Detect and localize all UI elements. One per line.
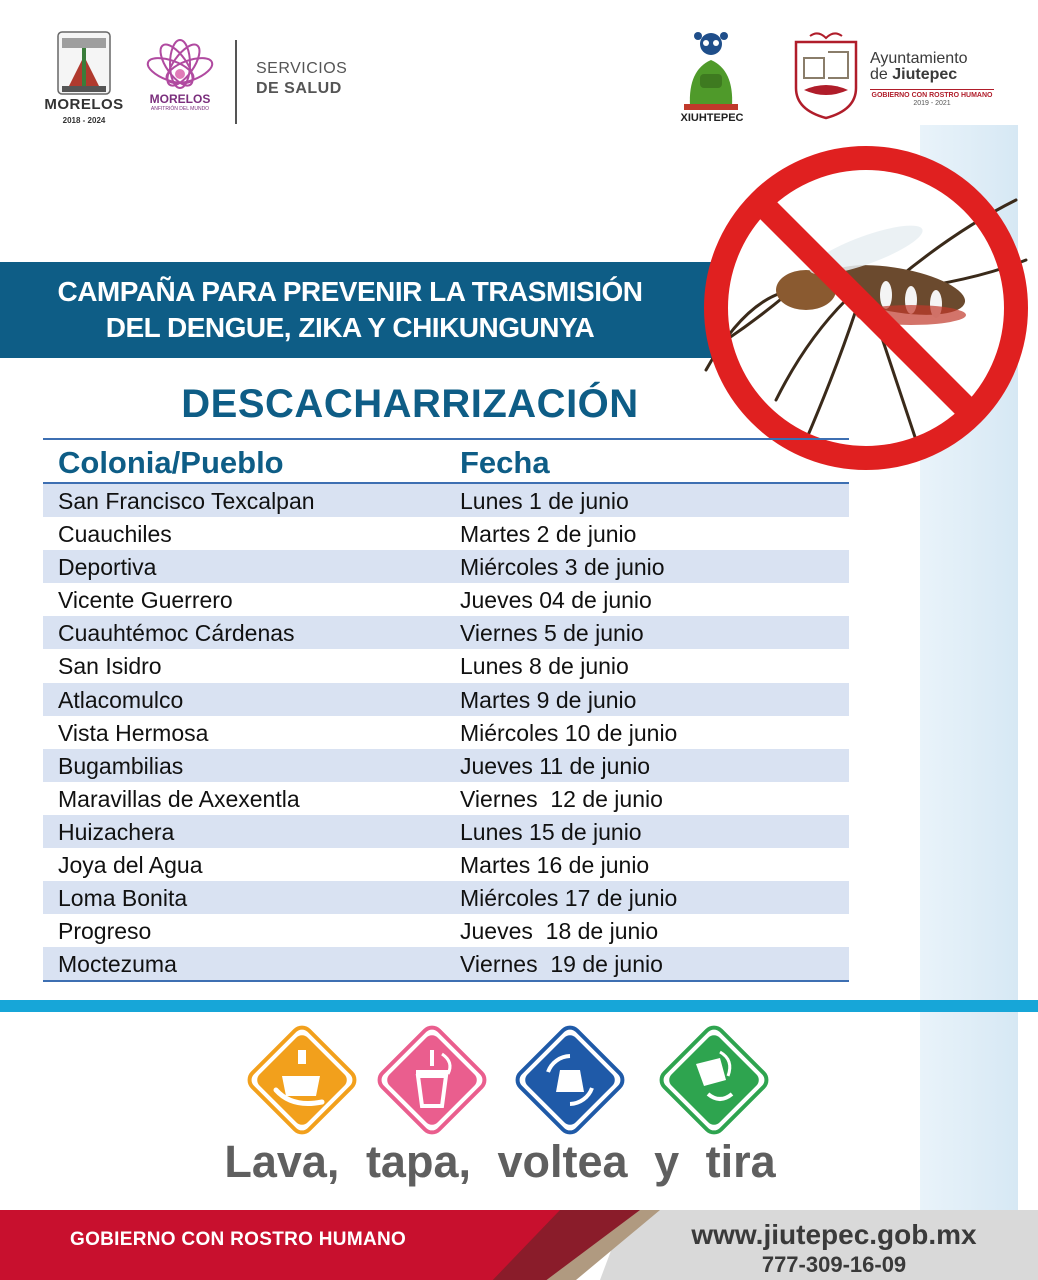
row-colonia: Joya del Agua	[58, 852, 203, 879]
row-fecha: Jueves 18 de junio	[460, 918, 659, 945]
row-colonia: Progreso	[58, 918, 152, 945]
row-colonia: Cuauchiles	[58, 521, 172, 548]
row-colonia: Bugambilias	[58, 752, 184, 779]
servicios-label: SERVICIOS	[256, 60, 348, 77]
row-fecha: Viernes 12 de junio	[460, 785, 663, 812]
morelos-logo-years: 2018 - 2024	[62, 116, 106, 125]
row-fecha: Jueves 11 de junio	[460, 752, 651, 779]
table-header	[43, 440, 849, 484]
header-colonia: Colonia/Pueblo	[58, 445, 284, 480]
table-row	[43, 716, 849, 749]
table-bottom-rule	[43, 980, 849, 982]
slogan-word-y: y	[654, 1136, 680, 1187]
table-row	[43, 881, 849, 914]
table-row	[43, 550, 849, 583]
divider-bar	[0, 1000, 1038, 1012]
row-fecha: Lunes 15 de junio	[460, 818, 642, 845]
table-row	[43, 914, 849, 947]
xiuhtepec-label: XIUHTEPEC	[680, 112, 744, 124]
row-colonia: Maravillas de Axexentla	[58, 785, 300, 812]
section-title: DESCACHARRIZACIÓN	[181, 382, 639, 426]
table-row	[43, 616, 849, 649]
footer-website-link[interactable]: www.jiutepec.gob.mx	[691, 1219, 977, 1250]
header-fecha: Fecha	[460, 445, 550, 480]
slogan-word-lava: Lava,	[224, 1136, 340, 1187]
slogan-word-tapa: tapa,	[365, 1136, 471, 1187]
footer-phone: 777-309-16-09	[761, 1252, 907, 1277]
slogan-word-voltea: voltea	[497, 1136, 628, 1187]
row-fecha: Lunes 1 de junio	[460, 488, 629, 514]
prevention-icons	[240, 1018, 780, 1146]
table-row	[43, 583, 849, 616]
table-row	[43, 782, 849, 815]
wash-icon	[245, 1023, 358, 1136]
row-fecha: Miércoles 10 de junio	[460, 719, 678, 746]
row-fecha: Miércoles 3 de junio	[460, 554, 665, 581]
row-fecha: Miércoles 17 de junio	[460, 885, 678, 912]
row-fecha: Jueves 04 de junio	[460, 587, 652, 614]
table-row	[43, 649, 849, 682]
row-colonia: Deportiva	[58, 554, 157, 581]
table-row	[43, 848, 849, 881]
row-fecha: Viernes 5 de junio	[460, 620, 644, 647]
ayuntamiento-label: Ayuntamiento	[870, 50, 968, 67]
row-colonia: Huizachera	[58, 818, 175, 845]
row-colonia: Moctezuma	[58, 951, 177, 978]
ayuntamiento-city-name: Jiutepec	[892, 66, 958, 83]
cover-icon	[375, 1023, 488, 1136]
slogan-word-tira: tira	[705, 1136, 776, 1187]
table-row	[43, 484, 849, 517]
row-colonia: Cuauhtémoc Cárdenas	[58, 620, 295, 647]
throw-away-icon	[657, 1023, 770, 1136]
xiuhtepec-logo	[680, 30, 742, 112]
table-row	[43, 749, 849, 782]
row-colonia: Atlacomulco	[58, 686, 184, 713]
ayuntamiento-de: de	[870, 66, 888, 83]
flower-logo-label: MORELOS	[149, 92, 211, 106]
footer-slogan: GOBIERNO CON ROSTRO HUMANO	[70, 1229, 407, 1250]
prevention-slogan	[0, 1136, 1000, 1188]
ayuntamiento-city	[870, 66, 957, 84]
morelos-logo-label: MORELOS	[44, 96, 124, 113]
salud-label: DE SALUD	[256, 80, 342, 97]
campaign-title-line1: CAMPAÑA PARA PREVENIR LA TRASMISIÓN	[57, 276, 643, 307]
row-fecha: Viernes 19 de junio	[460, 951, 663, 978]
jiutepec-shield-logo	[788, 32, 864, 120]
ayuntamiento-years: 2019 - 2021	[913, 100, 951, 107]
row-colonia: Vista Hermosa	[58, 719, 209, 746]
flower-logo-sub: ANFITRIÓN DEL MUNDO	[150, 106, 210, 112]
schedule-table	[43, 438, 849, 982]
table-row	[43, 683, 849, 716]
ayuntamiento-slogan: GOBIERNO CON ROSTRO HUMANO	[870, 89, 994, 99]
table-row	[43, 815, 849, 848]
row-colonia: Vicente Guerrero	[58, 587, 233, 614]
row-fecha: Martes 16 de junio	[460, 852, 650, 879]
row-fecha: Martes 9 de junio	[460, 686, 637, 713]
table-row	[43, 947, 849, 980]
row-colonia: San Francisco Texcalpan	[58, 488, 315, 514]
logo-divider	[235, 40, 237, 124]
table-row	[43, 517, 849, 550]
row-colonia: San Isidro	[58, 653, 162, 680]
row-fecha: Martes 2 de junio	[460, 521, 637, 548]
flip-icon	[513, 1023, 626, 1136]
campaign-title-line2: DEL DENGUE, ZIKA Y CHIKUNGUNYA	[105, 312, 595, 343]
row-colonia: Loma Bonita	[58, 885, 188, 912]
morelos-shield-logo	[38, 30, 130, 130]
row-fecha: Lunes 8 de junio	[460, 653, 629, 680]
morelos-flower-logo	[140, 30, 220, 94]
